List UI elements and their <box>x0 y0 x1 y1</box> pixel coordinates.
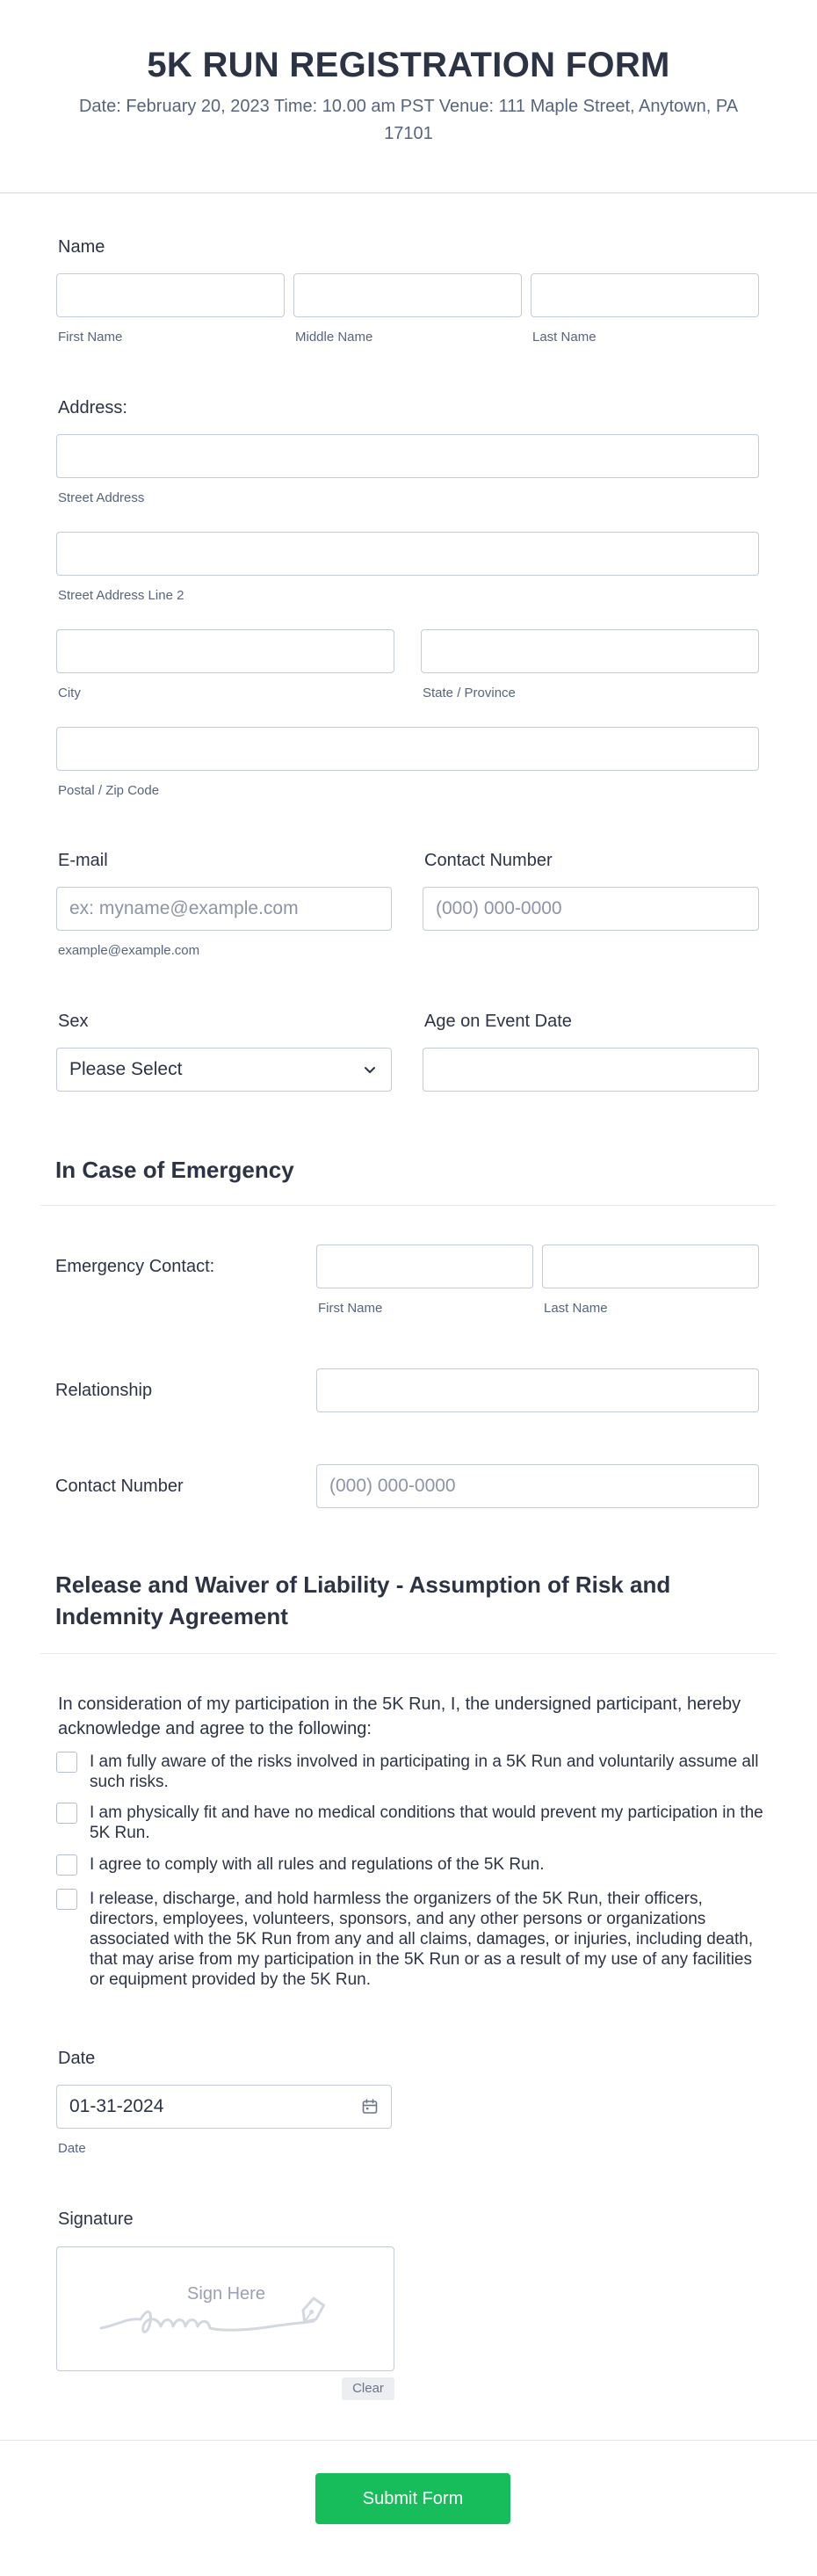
clear-signature-button[interactable]: Clear <box>342 2377 394 2400</box>
waiver-item[interactable] <box>56 1752 768 1792</box>
waiver-item-text: I agree to comply with all rules and regulations of the 5K Run. <box>90 1855 545 1874</box>
contact-number-label: Contact Number <box>424 851 553 870</box>
waiver-divider <box>40 1653 777 1654</box>
emergency-number-label: Contact Number <box>55 1477 184 1496</box>
signature-placeholder: Sign Here <box>187 2284 265 2304</box>
sex-label: Sex <box>58 1012 89 1031</box>
emergency-section-title: In Case of Emergency <box>55 1157 294 1183</box>
emergency-last-name-sublabel: Last Name <box>544 1301 608 1316</box>
date-value: 01-31-2024 <box>69 2096 164 2116</box>
waiver-item-text: I am fully aware of the risks involved in participating in a 5K Run and voluntarily assume all such risks. <box>90 1752 759 1791</box>
middle-name-sublabel: Middle Name <box>295 330 373 345</box>
waiver-checkbox[interactable] <box>56 1803 77 1824</box>
postal-code-input[interactable] <box>56 727 759 771</box>
emergency-divider <box>40 1205 777 1206</box>
address-label: Address: <box>58 398 127 417</box>
relationship-label: Relationship <box>55 1381 153 1400</box>
submit-button[interactable]: Submit Form <box>315 2473 510 2524</box>
street-address-line2-input[interactable] <box>56 532 759 576</box>
emergency-first-name-input[interactable] <box>316 1244 533 1288</box>
city-input[interactable] <box>56 629 394 673</box>
date-sublabel: Date <box>58 2141 86 2156</box>
city-sublabel: City <box>58 686 81 700</box>
form-title: 5K RUN REGISTRATION FORM <box>147 46 670 84</box>
emergency-number-input[interactable] <box>316 1464 759 1508</box>
waiver-checkbox[interactable] <box>56 1889 77 1910</box>
waiver-item-text: I release, discharge, and hold harmless the organizers of the 5K Run, their officers, directors, employees, volunteers, sponsors, and any other persons or organizations associated with the 5K Run from any and all claims, damages, or injuries, including death, that may arise from my participation in the 5K Run or as a result of my use of any facilities or equipment provided by the 5K Run. <box>90 1890 754 1989</box>
calendar-icon[interactable] <box>361 2098 379 2115</box>
signature-label: Signature <box>58 2210 134 2229</box>
postal-code-sublabel: Postal / Zip Code <box>58 783 160 798</box>
age-label: Age on Event Date <box>424 1012 572 1031</box>
last-name-input[interactable] <box>531 273 759 317</box>
street-address-line2-sublabel: Street Address Line 2 <box>58 588 184 603</box>
emergency-contact-label: Emergency Contact: <box>55 1257 215 1276</box>
street-address-input[interactable] <box>56 434 759 478</box>
sex-select[interactable] <box>56 1048 392 1092</box>
contact-number-input[interactable] <box>423 887 759 931</box>
footer-divider <box>0 2440 817 2441</box>
date-label: Date <box>58 2049 96 2068</box>
form-subtitle: Date: February 20, 2023 Time: 10.00 am PST Venue: 111 Maple Street, Anytown, PA 17101 <box>78 97 739 143</box>
date-input[interactable] <box>56 2085 392 2129</box>
last-name-sublabel: Last Name <box>532 330 596 345</box>
waiver-intro: In consideration of my participation in the 5K Run, I, the undersigned participant, hereby acknowledge and agree to the following: <box>58 1694 741 1738</box>
waiver-item-text: I am physically fit and have no medical conditions that would prevent my participation in the 5K Run. <box>90 1803 763 1842</box>
name-label: Name <box>58 237 105 257</box>
middle-name-input[interactable] <box>293 273 522 317</box>
emergency-first-name-sublabel: First Name <box>318 1301 383 1316</box>
first-name-input[interactable] <box>56 273 285 317</box>
sex-select-value: Please Select <box>69 1059 183 1079</box>
form-header <box>0 0 817 193</box>
signature-pad[interactable] <box>56 2246 394 2371</box>
street-address-sublabel: Street Address <box>58 490 145 505</box>
waiver-section-title: Release and Waiver of Liability - Assumption of Risk and Indemnity Agreement <box>55 1571 671 1629</box>
emergency-last-name-input[interactable] <box>542 1244 759 1288</box>
waiver-item[interactable] <box>56 1803 768 1843</box>
relationship-input[interactable] <box>316 1368 759 1412</box>
email-input[interactable] <box>56 887 392 931</box>
age-input[interactable] <box>423 1048 759 1092</box>
signature-scribble-icon <box>92 2282 365 2344</box>
email-label: E-mail <box>58 851 108 870</box>
first-name-sublabel: First Name <box>58 330 123 345</box>
chevron-down-icon <box>361 1061 379 1078</box>
state-sublabel: State / Province <box>423 686 516 700</box>
waiver-item[interactable] <box>56 1889 768 1990</box>
waiver-item[interactable] <box>56 1854 768 1876</box>
waiver-checkbox[interactable] <box>56 1752 77 1773</box>
email-hint: example@example.com <box>58 943 200 958</box>
state-input[interactable] <box>421 629 759 673</box>
waiver-checkbox[interactable] <box>56 1854 77 1876</box>
